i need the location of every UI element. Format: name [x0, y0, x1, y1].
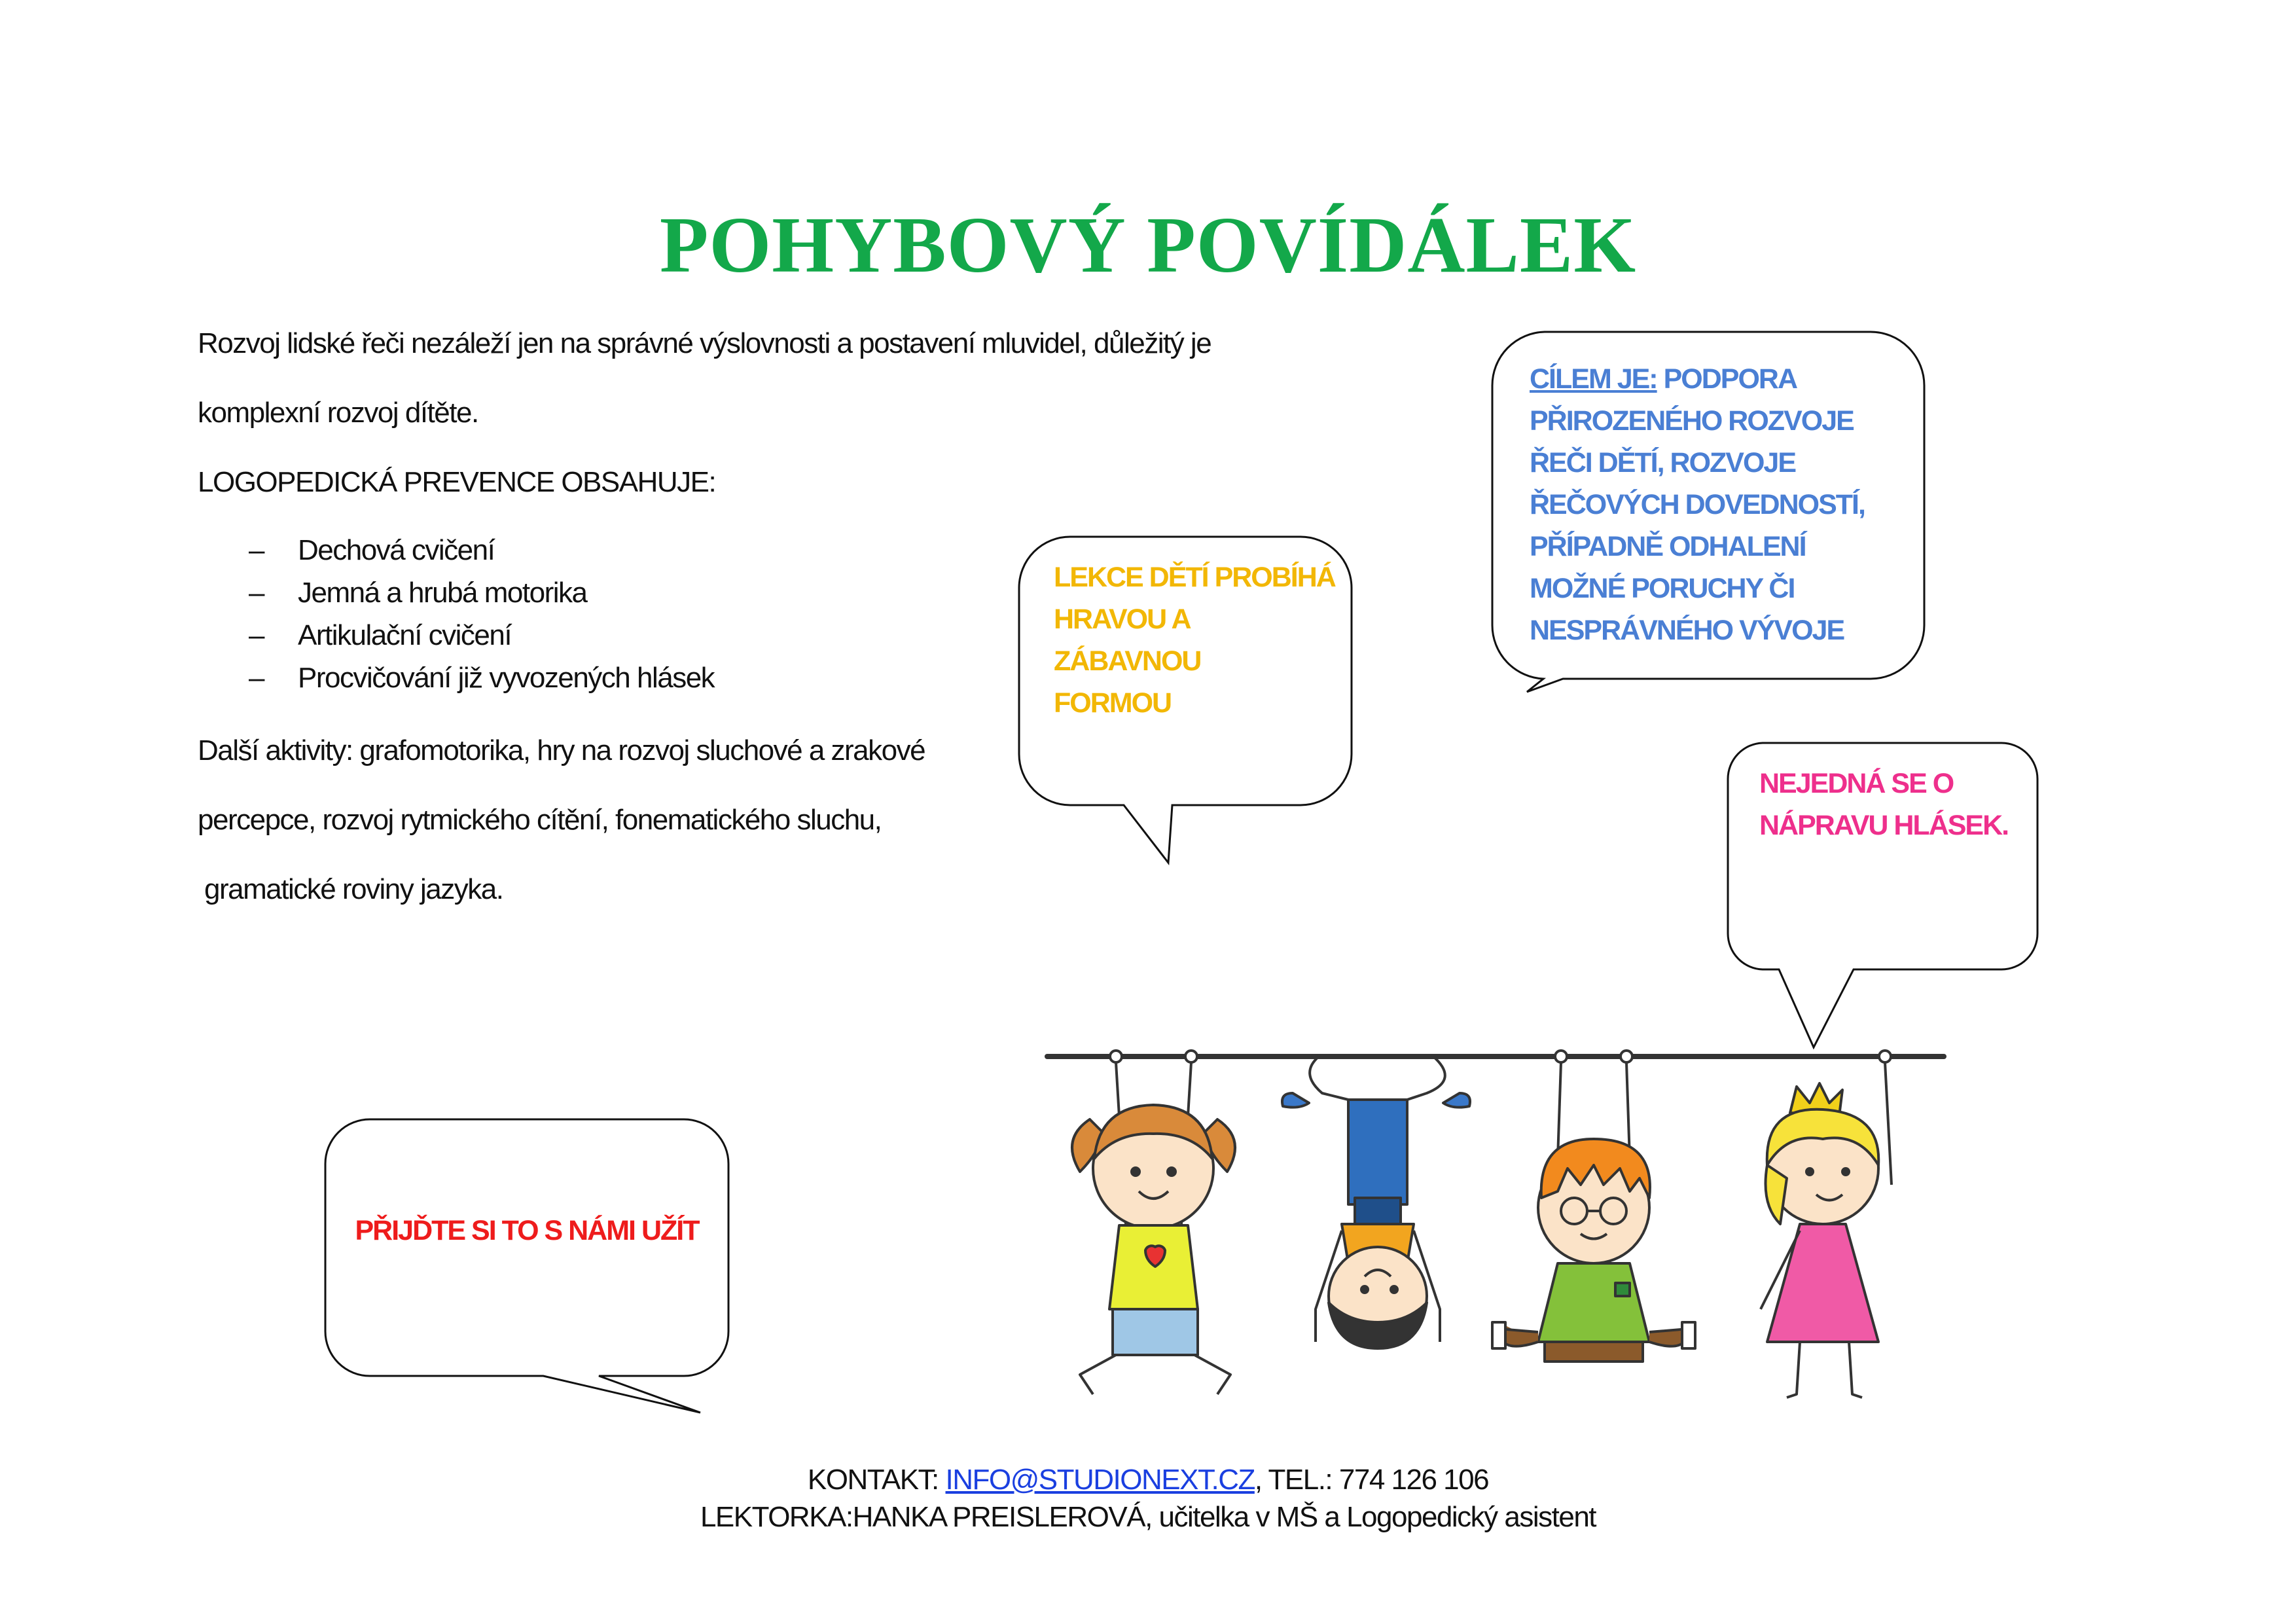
- other-activities-line-3: gramatické roviny jazyka.: [204, 873, 503, 905]
- speech-bubble-shape: [324, 1118, 736, 1419]
- page-title: POHYBOVÝ POVÍDÁLEK: [659, 201, 1637, 289]
- goal-line: ŘEČOVÝCH DOVEDNOSTÍ,: [1530, 489, 1865, 520]
- other-activities-line-1: Další aktivity: grafomotorika, hry na rozvoj sluchové a zrakové: [198, 734, 925, 767]
- goal-line: NESPRÁVNÉHO VÝVOJE: [1530, 615, 1844, 646]
- note-line: NÁPRAVU HLÁSEK.: [1759, 810, 2009, 841]
- lecturer-name: HANKA PREISLEROVÁ,: [852, 1501, 1152, 1533]
- goal-line: PODPORA: [1663, 363, 1797, 395]
- speech-bubble-lesson: [1018, 535, 1358, 876]
- phone-number: 774 126 106: [1338, 1464, 1489, 1496]
- prevention-heading: LOGOPEDICKÁ PREVENCE OBSAHUJE:: [198, 466, 716, 498]
- goal-line: ŘEČI DĚTÍ, ROZVOJE: [1530, 447, 1796, 478]
- list-item: – Jemná a hrubá motorika: [249, 577, 587, 609]
- contact-label: KONTAKT:: [807, 1464, 939, 1496]
- lesson-line: LEKCE DĚTÍ PROBÍHÁ: [1054, 562, 1335, 593]
- goal-line: PŘIROZENÉHO ROZVOJE: [1530, 405, 1854, 437]
- speech-bubble-goal: [1491, 331, 1929, 704]
- invite-text: PŘIJĎTE SI TO S NÁMI UŽÍT: [355, 1215, 699, 1246]
- goal-line: PŘÍPADNĚ ODHALENÍ: [1530, 531, 1806, 562]
- intro-line-2: komplexní rozvoj dítěte.: [198, 397, 478, 429]
- footer-contact: [0, 1464, 2296, 1496]
- lesson-line: FORMOU: [1054, 687, 1172, 719]
- lecturer-role: učitelka v MŠ a Logopedický asistent: [1158, 1501, 1596, 1533]
- prevention-list: [249, 529, 714, 699]
- other-activities-line-2: percepce, rozvoj rytmického cítění, fonematického sluchu,: [198, 804, 882, 836]
- list-item: – Artikulační cvičení: [249, 619, 512, 651]
- goal-label: CÍLEM JE:: [1530, 363, 1657, 395]
- list-item: – Dechová cvičení: [249, 534, 495, 566]
- children-hanging-on-bar-icon: [1041, 1034, 1957, 1401]
- goal-line: MOŽNÉ PORUCHY ČI: [1530, 573, 1795, 604]
- lesson-line: HRAVOU A: [1054, 604, 1191, 635]
- phone-label: , TEL.:: [1254, 1464, 1333, 1496]
- footer-lecturer: [0, 1501, 2296, 1534]
- lecturer-label: LEKTORKA:: [700, 1501, 853, 1533]
- list-item: – Procvičování již vyvozených hlásek: [249, 662, 715, 694]
- note-line: NEJEDNÁ SE O: [1759, 768, 1954, 799]
- speech-bubble-invite: [324, 1118, 736, 1419]
- lesson-line: ZÁBAVNOU: [1054, 645, 1201, 677]
- speech-bubble-note: [1727, 742, 2044, 1049]
- intro-line-1: Rozvoj lidské řeči nezáleží jen na správné výslovnosti a postavení mluvidel, důležitý je: [198, 327, 1211, 359]
- email-link[interactable]: INFO@STUDIONEXT.CZ: [945, 1464, 1255, 1496]
